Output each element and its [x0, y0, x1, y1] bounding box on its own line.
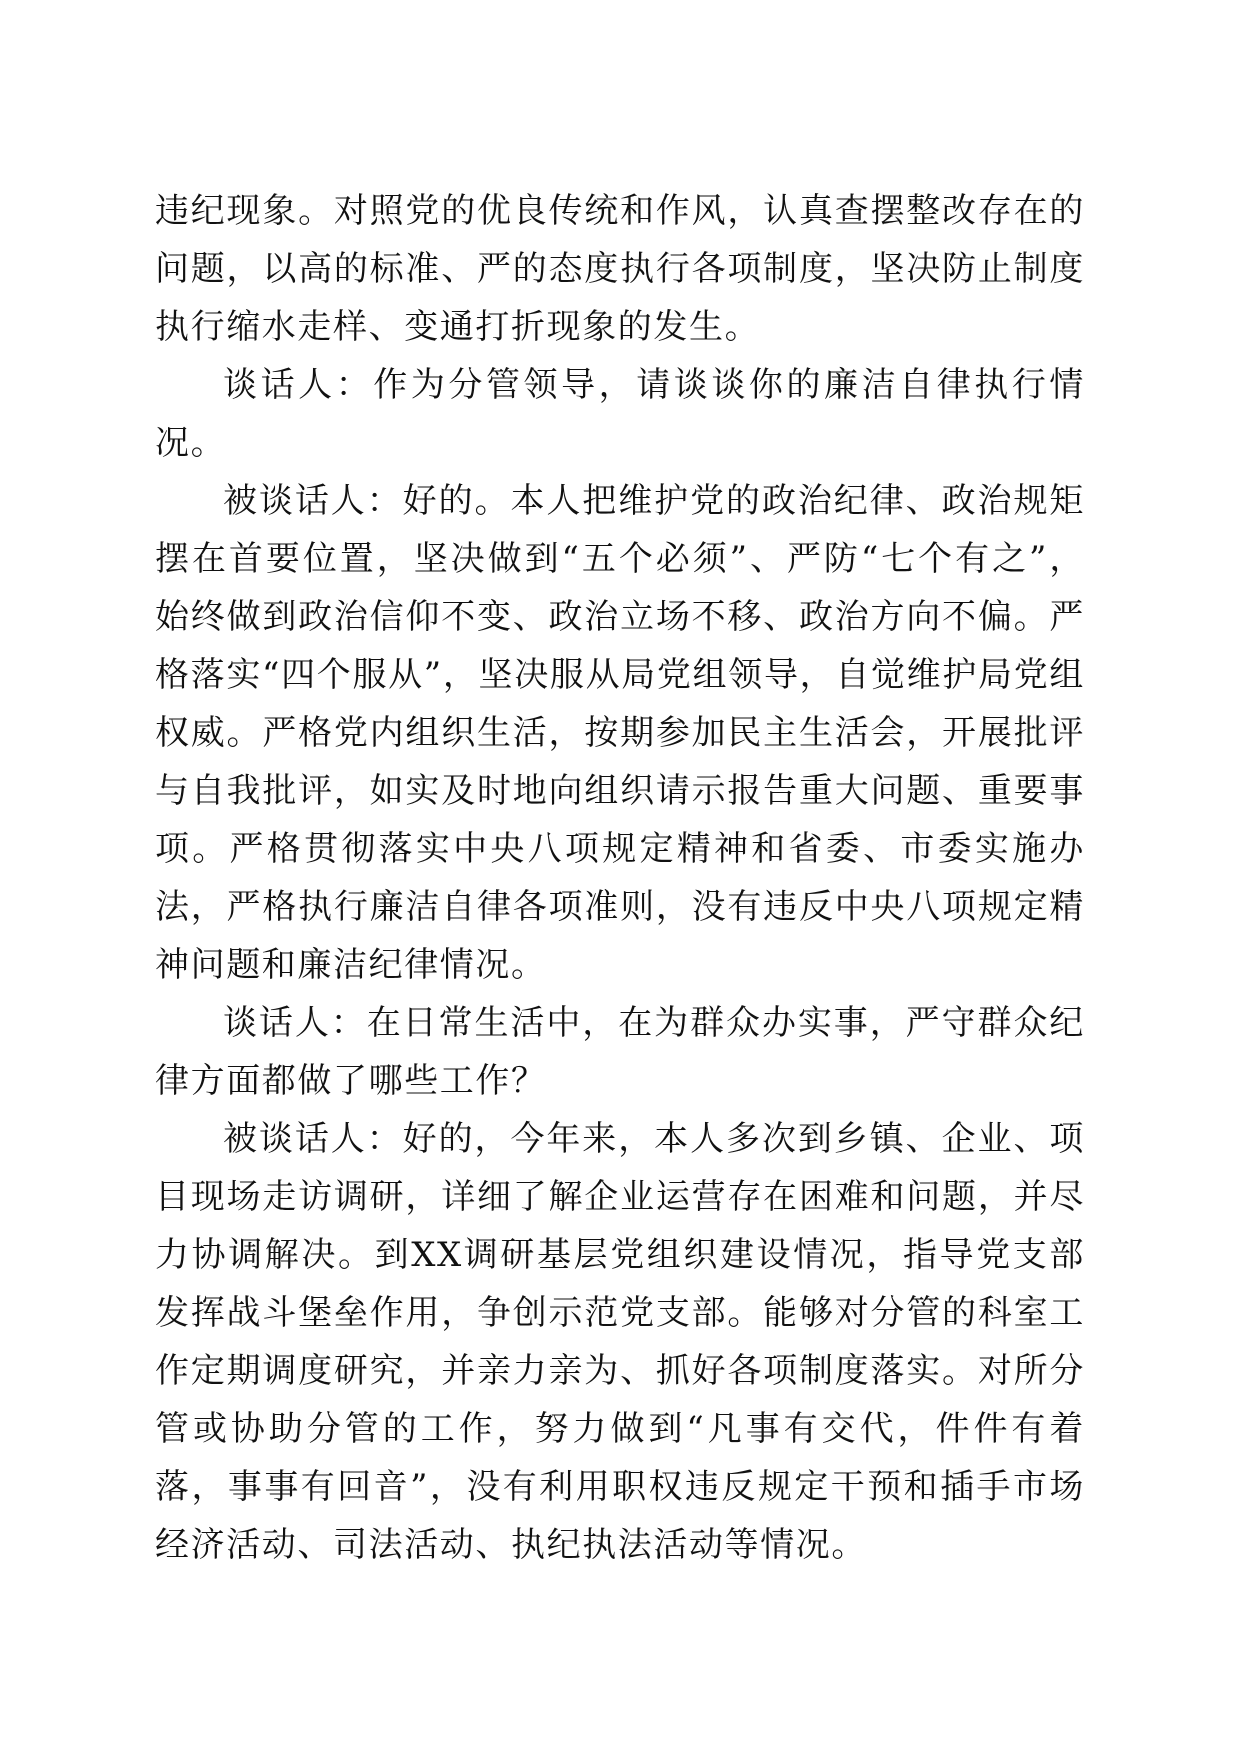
- paragraph-interviewer-question-1: 谈话人：作为分管领导，请谈谈你的廉洁自律执行情况。: [155, 365, 1085, 463]
- document-body: [155, 182, 1085, 1574]
- paragraph-interviewer-question-2: 谈话人：在日常生活中，在为群众办实事，严守群众纪律方面都做了哪些工作？: [155, 1003, 1085, 1101]
- paragraph-continued: 违纪现象。对照党的优良传统和作风，认真查摆整改存在的问题，以高的标准、严的态度执行各项制度，坚决防止制度执行缩水走样、变通打折现象的发生。: [155, 191, 1085, 347]
- paragraph-interviewee-answer-1: 被谈话人：好的。本人把维护党的政治纪律、政治规矩摆在首要位置，坚决做到“五个必须”、严防“七个有之”，始终做到政治信仰不变、政治立场不移、政治方向不偏。严格落实“四个服从”，坚决服从局党组领导，自觉维护局党组权威。严格党内组织生活，按期参加民主生活会，开展批评与自我批评，如实及时地向组织请示报告重大问题、重要事项。严格贯彻落实中央八项规定精神和省委、市委实施办法，严格执行廉洁自律各项准则，没有违反中央八项规定精神问题和廉洁纪律情况。: [155, 481, 1085, 985]
- paragraph-interviewee-answer-2: 被谈话人：好的，今年来，本人多次到乡镇、企业、项目现场走访调研，详细了解企业运营存在困难和问题，并尽力协调解决。到XX调研基层党组织建设情况，指导党支部发挥战斗堡垒作用，争创示范党支部。能够对分管的科室工作定期调度研究，并亲力亲为、抓好各项制度落实。对所分管或协助分管的工作，努力做到“凡事有交代，件件有着落，事事有回音”，没有利用职权违反规定干预和插手市场经济活动、司法活动、执纪执法活动等情况。: [155, 1119, 1085, 1565]
